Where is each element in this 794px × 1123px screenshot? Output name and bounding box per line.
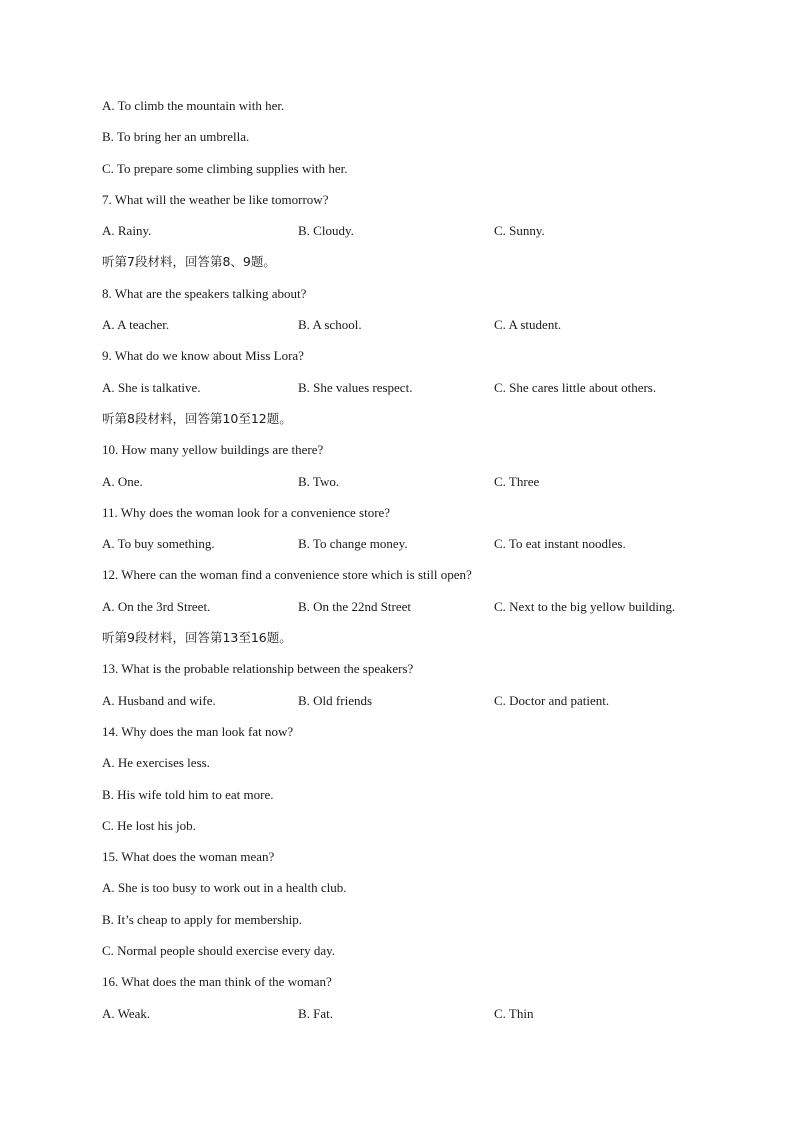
q12-question: 12. Where can the woman find a convenience store which is still open?: [102, 567, 472, 583]
q7-option-b: B. Cloudy.: [298, 223, 354, 239]
q13-question: 13. What is the probable relationship between the speakers?: [102, 661, 414, 677]
q8-question: 8. What are the speakers talking about?: [102, 285, 307, 301]
q8-option-a: A. A teacher.: [102, 317, 170, 333]
q8-option-c: C. A student.: [494, 317, 562, 333]
q14-option-c: C. He lost his job.: [102, 817, 196, 833]
q13-option-b: B. Old friends: [298, 692, 373, 708]
q13-option-a: A. Husband and wife.: [102, 692, 216, 708]
q12-options: [102, 598, 722, 629]
q9-option-c: C. She cares little about others.: [494, 379, 657, 395]
q11-option-a: A. To buy something.: [102, 536, 215, 552]
q15-option-a: A. She is too busy to work out in a health club.: [102, 880, 347, 896]
q15-option-b: B. It’s cheap to apply for membership.: [102, 911, 303, 927]
q13-options: [102, 692, 722, 723]
section-8-heading: 听第8段材料，回答第10至12题。: [102, 410, 292, 426]
q16-question: 16. What does the man think of the woman?: [102, 974, 332, 990]
q7-option-c: C. Sunny.: [494, 223, 545, 239]
q12-option-b: B. On the 22nd Street: [298, 598, 412, 614]
q10-question: 10. How many yellow buildings are there?: [102, 442, 324, 458]
q16-options: [102, 1005, 722, 1036]
q7-option-a: A. Rainy.: [102, 223, 152, 239]
section-9-heading: 听第9段材料，回答第13至16题。: [102, 630, 292, 646]
q8-options: [102, 316, 722, 347]
q9-option-b: B. She values respect.: [298, 379, 413, 395]
q16-option-a: A. Weak.: [102, 1005, 151, 1021]
q6-option-a: A. To climb the mountain with her.: [102, 98, 285, 113]
q13-option-c: C. Doctor and patient.: [494, 692, 610, 708]
q14-option-a: A. He exercises less.: [102, 755, 210, 771]
q16-option-b: B. Fat.: [298, 1005, 334, 1021]
q11-question: 11. Why does the woman look for a convenience store?: [102, 504, 391, 520]
q7-options: [102, 222, 722, 253]
q9-option-a: A. She is talkative.: [102, 379, 201, 395]
q6-option-c: C. To prepare some climbing supplies with her.: [102, 160, 348, 176]
q11-options: [102, 535, 722, 566]
q7-question: 7. What will the weather be like tomorrow?: [102, 191, 329, 207]
q10-option-b: B. Two.: [298, 473, 340, 489]
q16-option-c: C. Thin: [494, 1005, 534, 1021]
q14-option-b: B. His wife told him to eat more.: [102, 786, 274, 802]
q11-option-b: B. To change money.: [298, 536, 408, 552]
q10-option-a: A. One.: [102, 473, 143, 489]
q9-question: 9. What do we know about Miss Lora?: [102, 348, 304, 364]
q12-option-a: A. On the 3rd Street.: [102, 598, 211, 614]
q6-option-b: B. To bring her an umbrella.: [102, 129, 250, 145]
q15-question: 15. What does the woman mean?: [102, 849, 275, 865]
q14-question: 14. Why does the man look fat now?: [102, 723, 294, 739]
section-7-heading: 听第7段材料，回答第8、9题。: [102, 254, 276, 270]
q10-option-c: C. Three: [494, 473, 540, 489]
q10-options: [102, 473, 722, 504]
q15-option-c: C. Normal people should exercise every day.: [102, 943, 336, 959]
q11-option-c: C. To eat instant noodles.: [494, 536, 626, 552]
q12-option-c: C. Next to the big yellow building.: [494, 598, 676, 614]
q8-option-b: B. A school.: [298, 317, 362, 333]
q9-options: [102, 379, 722, 410]
exam-page: [102, 97, 722, 1036]
